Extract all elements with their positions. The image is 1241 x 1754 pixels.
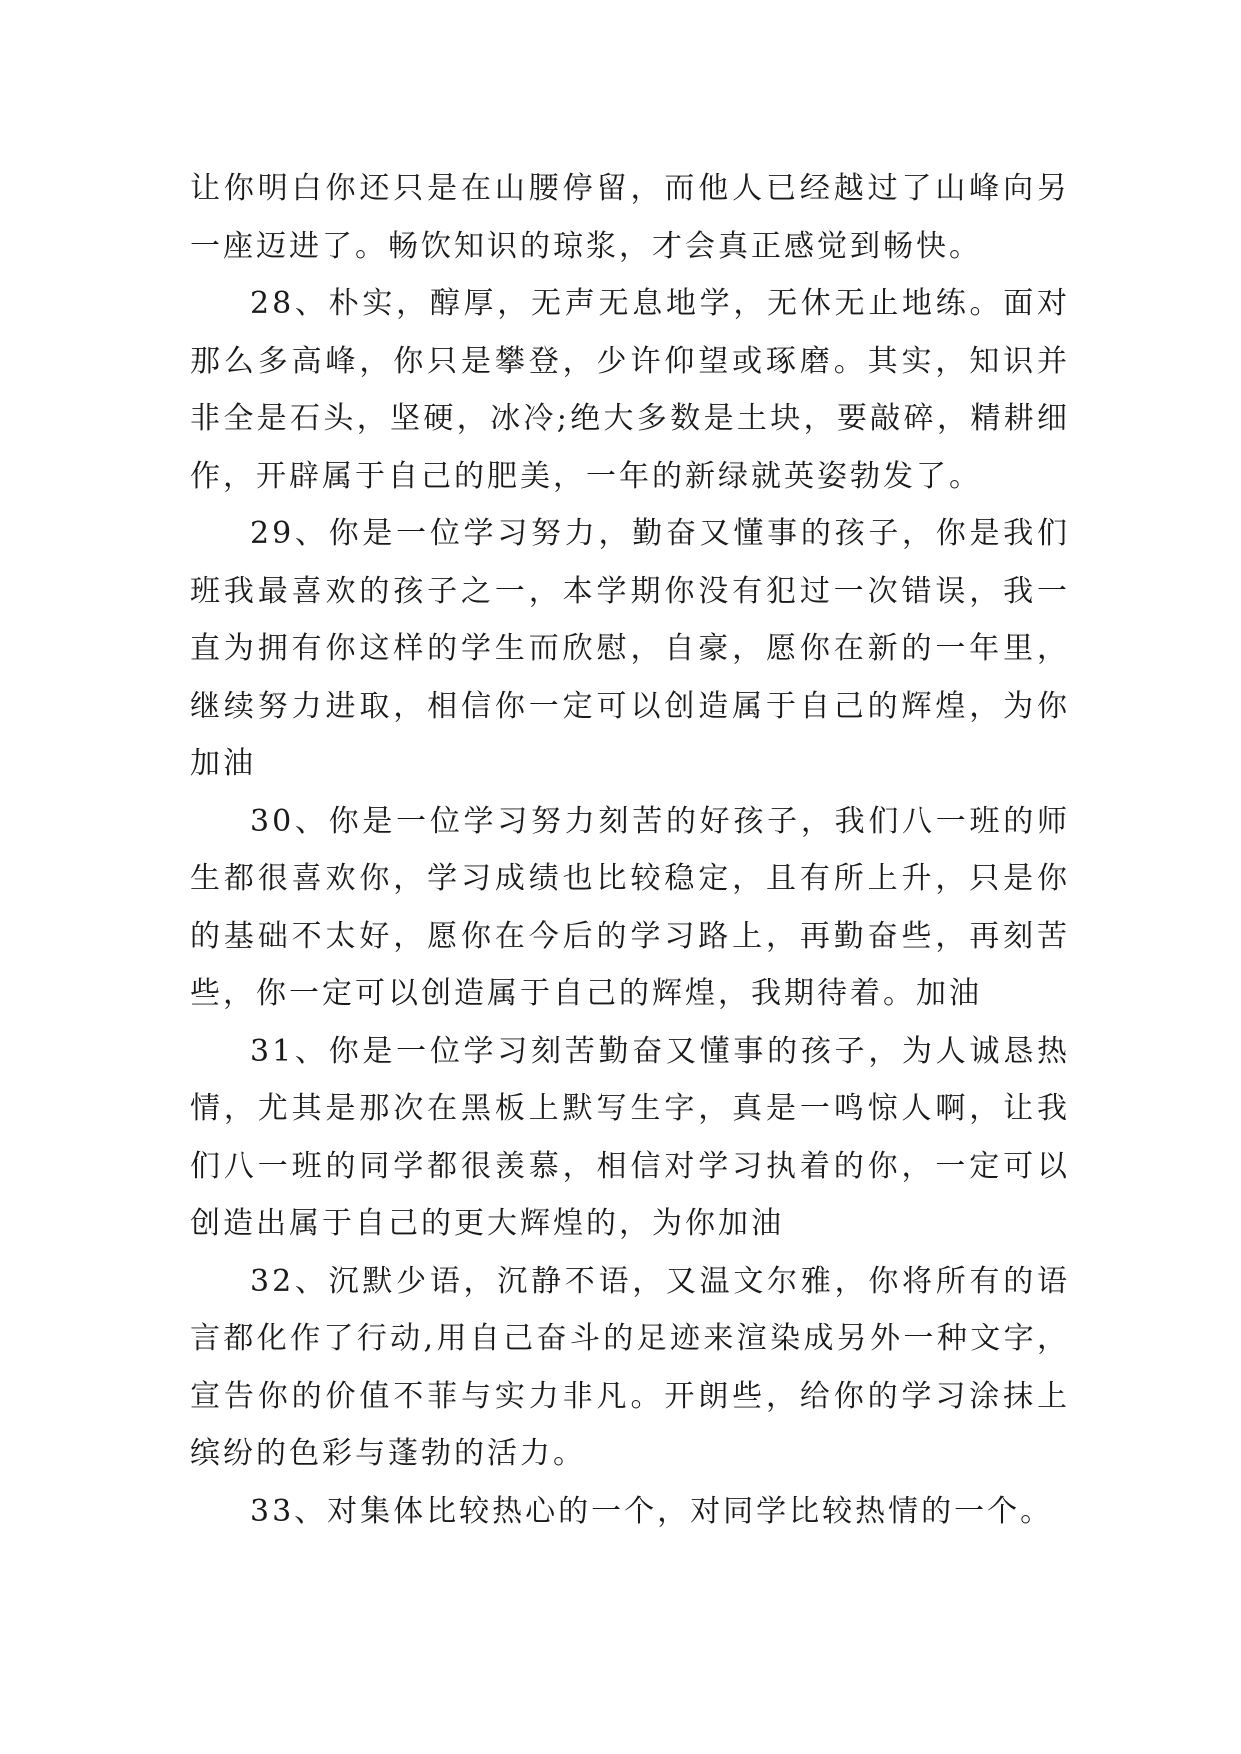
document-body: [190, 160, 1070, 1540]
paragraph-item-29: 29、你是一位学习努力，勤奋又懂事的孩子，你是我们班我最喜欢的孩子之一，本学期你没有犯过一次错误，我一直为拥有你这样的学生而欣慰，自豪，愿你在新的一年里，继续努力进取，相信你一定可以创造属于自己的辉煌，为你加油: [190, 516, 1070, 781]
paragraph-item-28: 28、朴实，醇厚，无声无息地学，无休无止地练。面对那么多高峰，你只是攀登，少许仰望或琢磨。其实，知识并非全是石头，坚硬，冰冷;绝大多数是土块，要敲碎，精耕细作，开辟属于自己的肥美，一年的新绿就英姿勃发了。: [190, 286, 1070, 494]
paragraph-item-32: 32、沉默少语，沉静不语，又温文尔雅，你将所有的语言都化作了行动,用自己奋斗的足迹来渲染成另外一种文字，宣告你的价值不菲与实力非凡。开朗些，给你的学习涂抹上缤纷的色彩与蓬勃的活力。: [190, 1263, 1070, 1471]
paragraph-item-30: 30、你是一位学习努力刻苦的好孩子，我们八一班的师生都很喜欢你，学习成绩也比较稳定，且有所上升，只是你的基础不太好，愿你在今后的学习路上，再勤奋些，再刻苦些，你一定可以创造属于自己的辉煌，我期待着。加油: [190, 803, 1070, 1011]
paragraph-item-31: 31、你是一位学习刻苦勤奋又懂事的孩子，为人诚恳热情，尤其是那次在黑板上默写生字，真是一鸣惊人啊，让我们八一班的同学都很羡慕，相信对学习执着的你，一定可以创造出属于自己的更大辉煌的，为你加油: [190, 1033, 1070, 1241]
paragraph-continuation: 让你明白你还只是在山腰停留，而他人已经越过了山峰向另一座迈进了。畅饮知识的琼浆，才会真正感觉到畅快。: [190, 171, 1070, 264]
paragraph-item-33: 33、对集体比较热心的一个，对同学比较热情的一个。: [250, 1493, 1054, 1529]
